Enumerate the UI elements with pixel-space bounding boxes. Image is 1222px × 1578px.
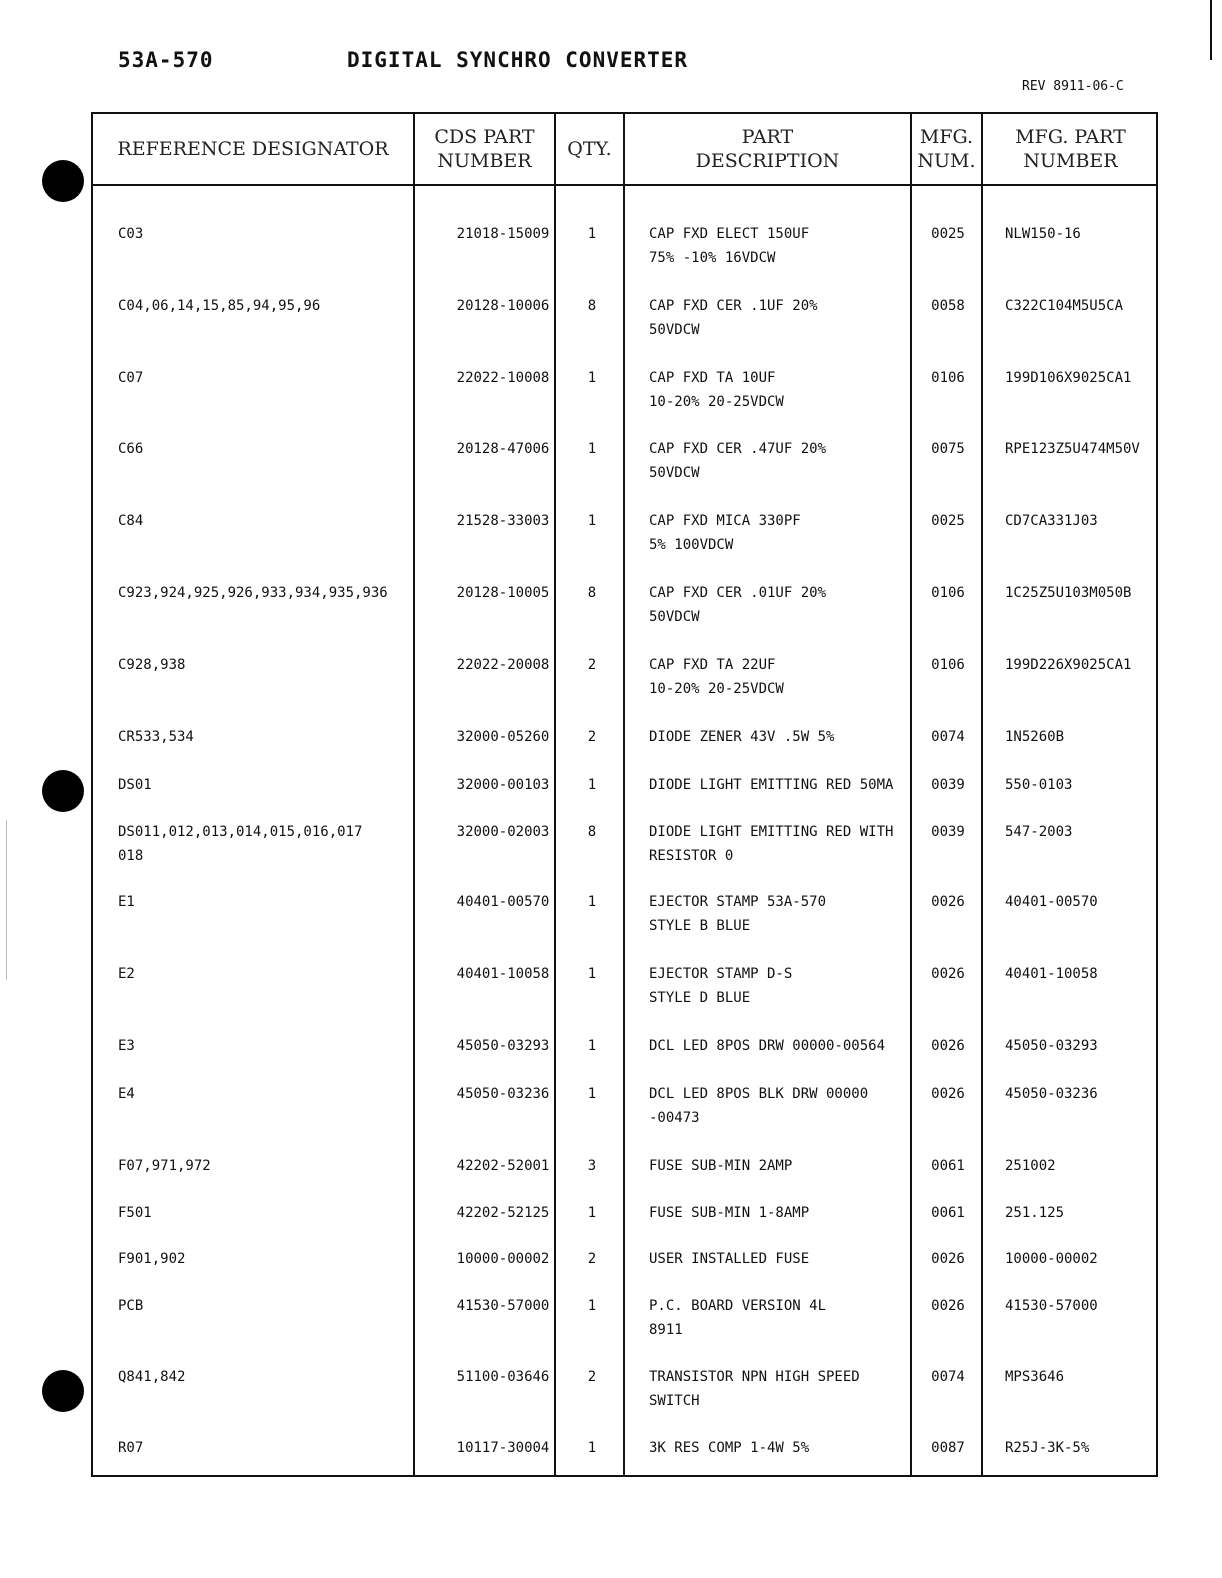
model-number: 53A-570	[118, 48, 214, 72]
ref-designator-cell: C03	[118, 226, 144, 242]
cds-part-number-cell: 42202-52001	[456, 1158, 550, 1174]
cds-part-number-cell: 22022-10008	[456, 370, 550, 386]
cds-part-number-cell: 21018-15009	[456, 226, 550, 242]
cds-part-number-cell: 40401-00570	[456, 894, 550, 910]
cds-part-number-cell: 45050-03293	[456, 1038, 550, 1054]
part-description-cell: CAP FXD MICA 330PF 5% 100VDCW	[649, 513, 801, 553]
part-description-cell: DIODE LIGHT EMITTING RED WITH RESISTOR 0	[649, 824, 894, 864]
part-description-cell: 3K RES COMP 1-4W 5%	[649, 1440, 810, 1456]
mfg-num-cell: 0026	[931, 1251, 965, 1267]
part-description-cell: DIODE LIGHT EMITTING RED 50MA	[649, 777, 894, 793]
page-edge-mark	[6, 820, 7, 980]
cds-part-number-cell: 20128-10006	[456, 298, 550, 314]
mfg-num-cell: 0087	[931, 1440, 965, 1456]
cds-part-number-cell: 21528-33003	[456, 513, 550, 529]
qty-cell: 1	[587, 441, 597, 457]
part-description-cell: CAP FXD CER .1UF 20% 50VDCW	[649, 298, 818, 338]
mfg-part-number-cell: 199D226X9025CA1	[1005, 657, 1132, 673]
qty-cell: 1	[587, 966, 597, 982]
page-title: DIGITAL SYNCHRO CONVERTER	[347, 48, 689, 72]
part-description-cell: CAP FXD TA 10UF 10-20% 20-25VDCW	[649, 370, 784, 410]
mfg-part-number-cell: 45050-03293	[1005, 1038, 1098, 1054]
ref-designator-cell: C07	[118, 370, 144, 386]
parts-list-table	[91, 112, 1158, 1477]
part-description-cell: TRANSISTOR NPN HIGH SPEED SWITCH	[649, 1369, 860, 1409]
cds-part-number-cell: 40401-10058	[456, 966, 550, 982]
ref-designator-cell: DS011,012,013,014,015,016,017 018	[118, 824, 363, 864]
part-description-cell: P.C. BOARD VERSION 4L 8911	[649, 1298, 827, 1338]
mfg-num-cell: 0026	[931, 1298, 965, 1314]
mfg-part-number-cell: 10000-00002	[1005, 1251, 1098, 1267]
qty-cell: 8	[587, 585, 597, 601]
mfg-part-number-cell: MPS3646	[1005, 1369, 1065, 1385]
ref-designator-cell: R07	[118, 1440, 144, 1456]
qty-cell: 1	[587, 1298, 597, 1314]
mfg-num-cell: 0039	[931, 777, 965, 793]
mfg-num-cell: 0026	[931, 1038, 965, 1054]
cds-part-number-cell: 20128-47006	[456, 441, 550, 457]
revision-label: REV 8911-06-C	[1022, 79, 1124, 94]
part-description-cell: FUSE SUB-MIN 2AMP	[649, 1158, 793, 1174]
mfg-num-cell: 0026	[931, 1086, 965, 1102]
part-description-cell: CAP FXD CER .01UF 20% 50VDCW	[649, 585, 827, 625]
part-description-cell: DIODE ZENER 43V .5W 5%	[649, 729, 835, 745]
qty-cell: 1	[587, 513, 597, 529]
mfg-num-cell: 0039	[931, 824, 965, 840]
qty-cell: 2	[587, 729, 597, 745]
qty-cell: 1	[587, 1086, 597, 1102]
binder-hole-top	[42, 160, 84, 202]
qty-cell: 1	[587, 1038, 597, 1054]
cds-part-number-cell: 10000-00002	[456, 1251, 550, 1267]
ref-designator-cell: F501	[118, 1205, 152, 1221]
part-description-cell: DCL LED 8POS BLK DRW 00000 -00473	[649, 1086, 869, 1126]
ref-designator-cell: E2	[118, 966, 135, 982]
mfg-num-cell: 0061	[931, 1205, 965, 1221]
mfg-part-number-cell: 45050-03236	[1005, 1086, 1098, 1102]
mfg-num-cell: 0074	[931, 1369, 965, 1385]
cds-part-number-cell: 45050-03236	[456, 1086, 550, 1102]
qty-cell: 1	[587, 894, 597, 910]
binder-hole-middle	[42, 770, 84, 812]
mfg-part-number-cell: 547-2003	[1005, 824, 1073, 840]
qty-cell: 1	[587, 226, 597, 242]
ref-designator-cell: E3	[118, 1038, 135, 1054]
mfg-num-cell: 0061	[931, 1158, 965, 1174]
mfg-part-number-cell: CD7CA331J03	[1005, 513, 1098, 529]
mfg-part-number-cell: 40401-10058	[1005, 966, 1098, 982]
mfg-num-cell: 0075	[931, 441, 965, 457]
ref-designator-cell: C66	[118, 441, 144, 457]
mfg-part-number-cell: R25J-3K-5%	[1005, 1440, 1090, 1456]
qty-cell: 2	[587, 1369, 597, 1385]
qty-cell: 8	[587, 824, 597, 840]
ref-designator-cell: C928,938	[118, 657, 186, 673]
ref-designator-cell: E1	[118, 894, 135, 910]
header-cds-part-number: CDS PART NUMBER	[434, 126, 535, 172]
mfg-part-number-cell: 41530-57000	[1005, 1298, 1098, 1314]
mfg-num-cell: 0074	[931, 729, 965, 745]
mfg-num-cell: 0025	[931, 226, 965, 242]
cds-part-number-cell: 42202-52125	[456, 1205, 550, 1221]
part-description-cell: CAP FXD CER .47UF 20% 50VDCW	[649, 441, 827, 481]
mfg-part-number-cell: 1C25Z5U103M050B	[1005, 585, 1132, 601]
header-mfg-num: MFG. NUM.	[917, 126, 976, 172]
ref-designator-cell: C04,06,14,15,85,94,95,96	[118, 298, 321, 314]
qty-cell: 8	[587, 298, 597, 314]
qty-cell: 2	[587, 1251, 597, 1267]
page-edge-line	[1210, 0, 1212, 60]
part-description-cell: DCL LED 8POS DRW 00000-00564	[649, 1038, 886, 1054]
cds-part-number-cell: 22022-20008	[456, 657, 550, 673]
mfg-part-number-cell: 251.125	[1005, 1205, 1065, 1221]
qty-cell: 1	[587, 1205, 597, 1221]
qty-cell: 1	[587, 370, 597, 386]
qty-cell: 2	[587, 657, 597, 673]
mfg-num-cell: 0106	[931, 585, 965, 601]
mfg-num-cell: 0106	[931, 657, 965, 673]
ref-designator-cell: E4	[118, 1086, 135, 1102]
ref-designator-cell: PCB	[118, 1298, 144, 1314]
cds-part-number-cell: 32000-00103	[456, 777, 550, 793]
mfg-part-number-cell: 251002	[1005, 1158, 1056, 1174]
mfg-part-number-cell: 550-0103	[1005, 777, 1073, 793]
cds-part-number-cell: 51100-03646	[456, 1369, 550, 1385]
qty-cell: 1	[587, 1440, 597, 1456]
part-description-cell: CAP FXD ELECT 150UF 75% -10% 16VDCW	[649, 226, 810, 266]
ref-designator-cell: DS01	[118, 777, 152, 793]
mfg-part-number-cell: RPE123Z5U474M50V	[1005, 441, 1140, 457]
cds-part-number-cell: 41530-57000	[456, 1298, 550, 1314]
ref-designator-cell: CR533,534	[118, 729, 194, 745]
cds-part-number-cell: 20128-10005	[456, 585, 550, 601]
mfg-part-number-cell: 40401-00570	[1005, 894, 1098, 910]
ref-designator-cell: Q841,842	[118, 1369, 186, 1385]
header-qty: QTY.	[567, 138, 612, 160]
part-description-cell: FUSE SUB-MIN 1-8AMP	[649, 1205, 810, 1221]
ref-designator-cell: F07,971,972	[118, 1158, 211, 1174]
mfg-num-cell: 0026	[931, 894, 965, 910]
mfg-part-number-cell: C322C104M5U5CA	[1005, 298, 1124, 314]
cds-part-number-cell: 32000-02003	[456, 824, 550, 840]
mfg-num-cell: 0106	[931, 370, 965, 386]
qty-cell: 3	[587, 1158, 597, 1174]
mfg-num-cell: 0025	[931, 513, 965, 529]
ref-designator-cell: C84	[118, 513, 144, 529]
qty-cell: 1	[587, 777, 597, 793]
part-description-cell: EJECTOR STAMP 53A-570 STYLE B BLUE	[649, 894, 827, 934]
ref-designator-cell: C923,924,925,926,933,934,935,936	[118, 585, 388, 601]
header-part-description: PART DESCRIPTION	[695, 126, 840, 172]
header-mfg-part-number: MFG. PART NUMBER	[1015, 126, 1126, 172]
mfg-part-number-cell: 199D106X9025CA1	[1005, 370, 1132, 386]
header-reference-designator: REFERENCE DESIGNATOR	[117, 138, 389, 160]
mfg-part-number-cell: 1N5260B	[1005, 729, 1065, 745]
part-description-cell: USER INSTALLED FUSE	[649, 1251, 810, 1267]
mfg-num-cell: 0058	[931, 298, 965, 314]
part-description-cell: CAP FXD TA 22UF 10-20% 20-25VDCW	[649, 657, 784, 697]
part-description-cell: EJECTOR STAMP D-S STYLE D BLUE	[649, 966, 793, 1006]
mfg-part-number-cell: NLW150-16	[1005, 226, 1081, 242]
cds-part-number-cell: 10117-30004	[456, 1440, 550, 1456]
ref-designator-cell: F901,902	[118, 1251, 186, 1267]
cds-part-number-cell: 32000-05260	[456, 729, 550, 745]
mfg-num-cell: 0026	[931, 966, 965, 982]
binder-hole-bottom	[42, 1370, 84, 1412]
